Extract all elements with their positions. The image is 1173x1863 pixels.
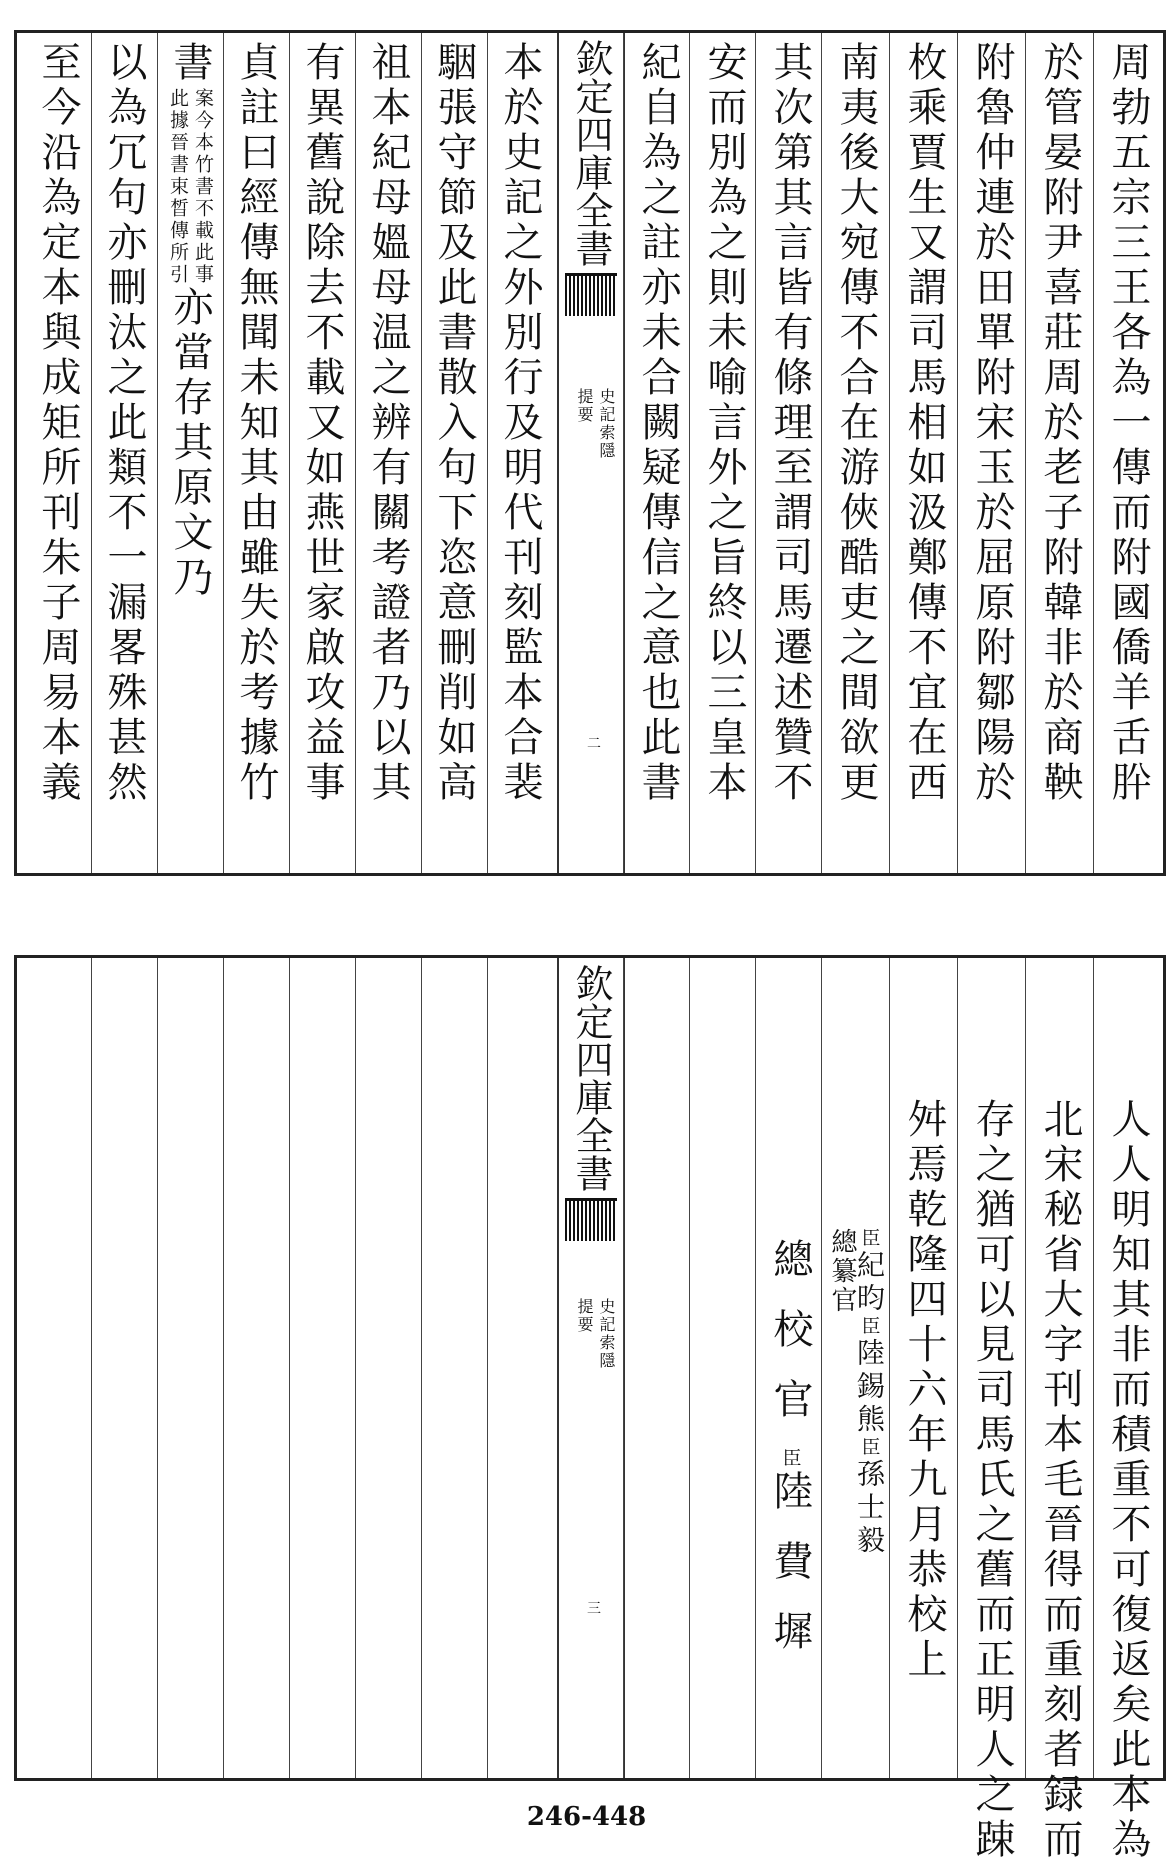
fold-title: 欽定四庫全書 <box>569 964 613 1192</box>
column-text: 亦當存其原文乃 <box>167 286 213 601</box>
column-text: 其次第其言皆有條理至謂司馬遷述贊不 <box>767 41 813 806</box>
text-column-annotated <box>157 41 223 865</box>
text-column <box>959 1098 1025 1863</box>
fold-book-title: 史記索隱 <box>597 388 616 460</box>
text-column <box>625 41 691 865</box>
column-text: 以為冗句亦刪汰之此類不一漏畧殊甚然 <box>101 41 147 806</box>
fishtail-mark <box>565 1198 617 1241</box>
text-column <box>25 41 91 865</box>
text-column <box>891 41 957 865</box>
page-number: 三 <box>587 1601 601 1617</box>
note-line: 案今本竹書不載此事 <box>192 88 214 286</box>
text-column <box>1027 41 1093 865</box>
column-text: 北宋秘省大字刊本毛晉得而重刻者録而 <box>1037 1098 1083 1863</box>
sig-chen: 臣 <box>779 1448 802 1470</box>
column-text: 書 <box>167 41 213 86</box>
center-fold <box>557 33 625 873</box>
text-column <box>757 41 823 865</box>
page-number: 二 <box>587 736 601 752</box>
fold-section: 提要 <box>575 388 594 424</box>
column-text: 附魯仲連於田單附宋玉於屈原附鄒陽於 <box>969 41 1015 806</box>
sig-chen: 臣 <box>858 1437 881 1459</box>
sig-name: 紀昀 <box>853 1250 886 1316</box>
column-text: 祖本紀母媼母温之辨有關考證者乃以其 <box>365 41 411 806</box>
sig-role: 總纂官 <box>827 1228 857 1315</box>
text-column <box>289 41 355 865</box>
text-column <box>1095 41 1161 865</box>
column-text: 紀自為之註亦未合闕疑傳信之意也此書 <box>635 41 681 806</box>
text-column <box>1095 1098 1161 1863</box>
fold-book-title: 史記索隱 <box>597 1298 616 1370</box>
annotation-note <box>168 88 212 286</box>
column-text: 至今沿為定本與成矩所刊朱子周易本義 <box>35 41 81 806</box>
column-text: 貞註曰經傳無聞未知其由雖失於考據竹 <box>233 41 279 806</box>
text-column <box>691 41 757 865</box>
column-text: 舛焉乾隆四十六年九月恭校上 <box>901 1098 947 1683</box>
column-text: 南夷後大宛傳不合在游俠酷吏之間欲更 <box>833 41 879 806</box>
fold-title: 欽定四庫全書 <box>569 39 613 267</box>
column-text: 枚乘賈生又謂司馬相如汲鄭傳不宜在西 <box>901 41 947 806</box>
column-text: 有異舊說除去不載又如燕世家啟攻益事 <box>299 41 345 806</box>
sig-name: 陸費墀 <box>767 1470 813 1680</box>
note-line: 此據晉書束晳傳所引 <box>167 88 189 286</box>
sig-name: 陸錫熊 <box>853 1338 886 1437</box>
text-column <box>1027 1098 1093 1863</box>
column-text: 於管晏附尹喜莊周於老子附韓非於商鞅 <box>1037 41 1083 806</box>
text-column <box>959 41 1025 865</box>
column-text: 安而別為之則未喻言外之旨終以三皇本 <box>701 41 747 806</box>
text-column <box>355 41 421 865</box>
column-text: 存之猶可以見司馬氏之舊而正明人之踈 <box>969 1098 1015 1863</box>
fishtail-mark <box>565 273 617 316</box>
sig-chen: 臣 <box>858 1316 881 1338</box>
text-column <box>487 41 553 865</box>
page-footer-number: 246-448 <box>526 1802 647 1832</box>
center-fold <box>557 958 625 1778</box>
text-column <box>421 41 487 865</box>
text-column <box>91 41 157 865</box>
fold-section: 提要 <box>575 1298 594 1334</box>
sig-name: 孫士毅 <box>853 1459 886 1558</box>
column-text: 周勃五宗三王各為一傳而附國僑羊舌肸 <box>1105 41 1151 806</box>
column-text: 駰張守節及此書散入句下恣意刪削如高 <box>431 41 477 806</box>
text-column <box>223 41 289 865</box>
sig-role: 總校官 <box>767 1238 813 1448</box>
signature-proofreader <box>757 1238 823 1770</box>
sig-chen: 臣 <box>858 1228 881 1250</box>
page-upper <box>14 30 1166 876</box>
text-column <box>891 1098 957 1770</box>
column-text: 人人明知其非而積重不可復返矣此本為 <box>1105 1098 1151 1863</box>
column-text: 本於史記之外別行及明代刊刻監本合裴 <box>497 41 543 806</box>
text-column <box>823 41 889 865</box>
signature-compilers <box>823 1228 889 1770</box>
